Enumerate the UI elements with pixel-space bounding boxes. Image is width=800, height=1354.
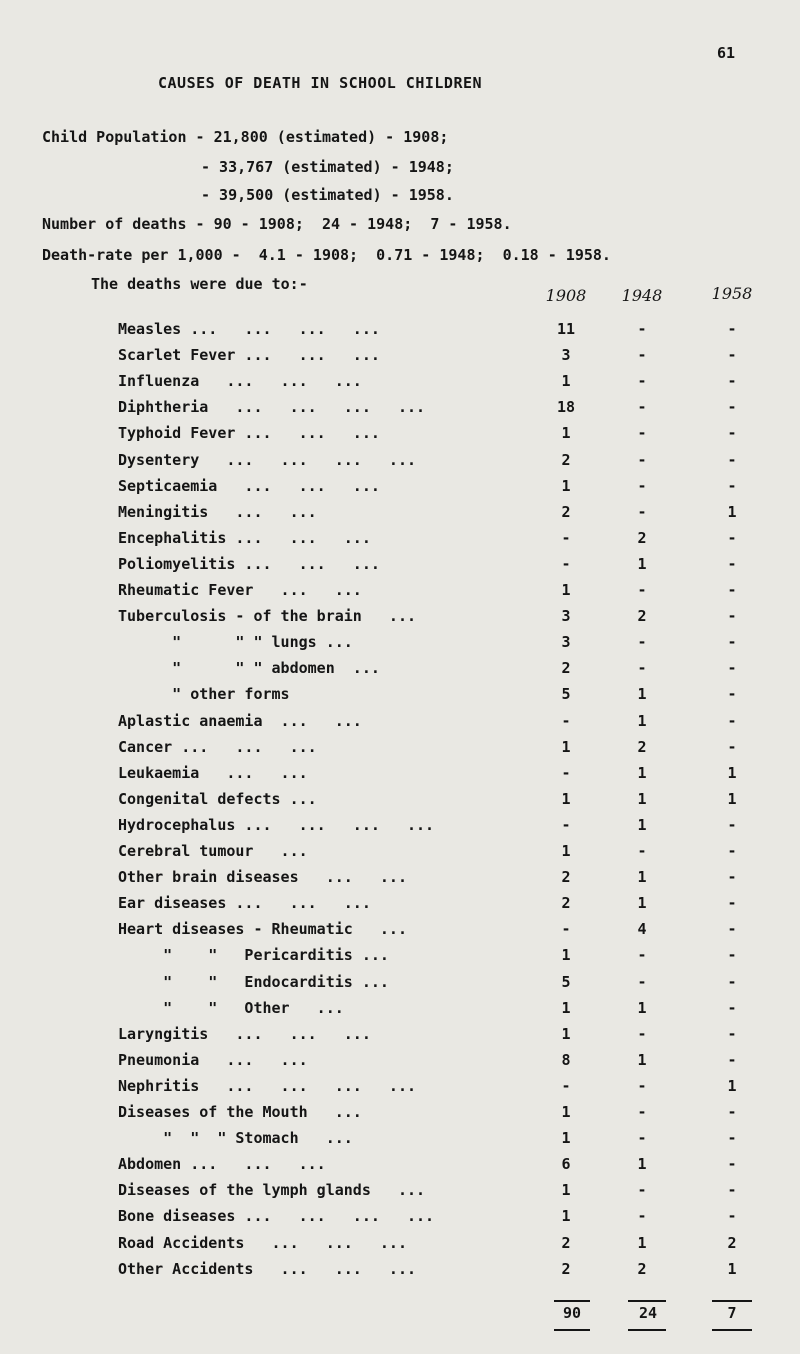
cause-label: Abdomen ... ... ... [118,1155,326,1173]
cause-label: " other forms [118,685,290,703]
value-1958: - [727,555,737,573]
value-1908: 2 [561,659,571,677]
value-1908: 2 [561,451,571,469]
table-row [0,1025,800,1051]
value-1908: 3 [561,633,571,651]
value-1948: - [637,581,647,599]
value-1908: 8 [561,1051,571,1069]
value-1908: 5 [561,973,571,991]
cause-label: Leukaemia ... ... [118,764,308,782]
total-rule-1948 [628,1300,666,1302]
value-1958: - [727,685,737,703]
table-row [0,659,800,685]
table-row [0,477,800,503]
value-1908: 1 [561,1207,571,1225]
value-1908: 1 [561,738,571,756]
value-1958: - [727,1207,737,1225]
value-1958: 2 [727,1234,737,1252]
table-row [0,346,800,372]
value-1908: 5 [561,685,571,703]
table-row [0,1234,800,1260]
table-row [0,816,800,842]
value-1948: 1 [637,1234,647,1252]
cause-label: Cancer ... ... ... [118,738,317,756]
value-1958: - [727,842,737,860]
total-1948: 24 [638,1304,658,1322]
value-1958: - [727,633,737,651]
value-1908: 1 [561,946,571,964]
table-row [0,1051,800,1077]
cause-label: Measles ... ... ... ... [118,320,380,338]
value-1948: 2 [637,607,647,625]
table-row [0,581,800,607]
number-of-deaths: Number of deaths - 90 - 1908; 24 - 1948; 7 - 1958. [42,215,512,233]
total-1958: 7 [727,1304,737,1322]
value-1948: - [637,1181,647,1199]
cause-label: Ear diseases ... ... ... [118,894,371,912]
cause-label: " " Endocarditis ... [118,973,389,991]
value-1958: 1 [727,764,737,782]
value-1958: - [727,1155,737,1173]
value-1948: 1 [637,764,647,782]
value-1908: 1 [561,1025,571,1043]
value-1958: - [727,868,737,886]
value-1948: 1 [637,555,647,573]
table-row [0,451,800,477]
value-1958: - [727,346,737,364]
value-1908: 11 [556,320,576,338]
table-row [0,398,800,424]
total-underline-1948 [628,1329,666,1331]
year-header-1958: 1958 [711,284,753,303]
value-1958: - [727,659,737,677]
total-1908: 90 [562,1304,582,1322]
value-1948: - [637,1025,647,1043]
value-1908: 1 [561,790,571,808]
value-1958: 1 [727,790,737,808]
value-1948: - [637,451,647,469]
cause-label: Diseases of the Mouth ... [118,1103,362,1121]
table-row [0,764,800,790]
cause-label: Bone diseases ... ... ... ... [118,1207,435,1225]
value-1948: 1 [637,999,647,1017]
value-1958: - [727,372,737,390]
value-1958: - [727,424,737,442]
value-1958: - [727,999,737,1017]
value-1958: - [727,920,737,938]
cause-label: Rheumatic Fever ... ... [118,581,362,599]
value-1958: - [727,712,737,730]
value-1908: 1 [561,372,571,390]
value-1908: 1 [561,1129,571,1147]
cause-label: " " Other ... [118,999,344,1017]
value-1908: 1 [561,1103,571,1121]
value-1948: 1 [637,1051,647,1069]
intro-text: The deaths were due to:- [91,275,308,293]
value-1958: - [727,1051,737,1069]
value-1948: 4 [637,920,647,938]
table-row [0,685,800,711]
value-1948: 1 [637,894,647,912]
table-row [0,320,800,346]
table-row [0,738,800,764]
table-row [0,946,800,972]
table-row [0,555,800,581]
cause-label: Diseases of the lymph glands ... [118,1181,426,1199]
value-1958: - [727,894,737,912]
table-row [0,607,800,633]
cause-label: Meningitis ... ... [118,503,317,521]
value-1908: 2 [561,1260,571,1278]
value-1908: 1 [561,424,571,442]
value-1958: - [727,1129,737,1147]
value-1948: 1 [637,790,647,808]
value-1948: 1 [637,1155,647,1173]
cause-label: Septicaemia ... ... ... [118,477,380,495]
table-row [0,1260,800,1286]
cause-label: Encephalitis ... ... ... [118,529,371,547]
cause-label: Other brain diseases ... ... [118,868,407,886]
table-row [0,1103,800,1129]
value-1908: 3 [561,607,571,625]
cause-label: Dysentery ... ... ... ... [118,451,417,469]
value-1948: - [637,633,647,651]
cause-label: Typhoid Fever ... ... ... [118,424,380,442]
value-1958: - [727,320,737,338]
year-header-1948: 1948 [621,286,663,305]
cause-label: " " Pericarditis ... [118,946,389,964]
cause-label: Aplastic anaemia ... ... [118,712,362,730]
value-1948: - [637,346,647,364]
total-underline-1958 [712,1329,752,1331]
value-1958: - [727,398,737,416]
value-1908: 1 [561,581,571,599]
value-1948: 1 [637,816,647,834]
total-underline-1908 [554,1329,590,1331]
value-1958: 1 [727,1260,737,1278]
total-rule-1908 [554,1300,590,1302]
value-1958: - [727,477,737,495]
value-1948: - [637,1207,647,1225]
value-1948: 2 [637,1260,647,1278]
value-1948: - [637,320,647,338]
value-1908: 2 [561,894,571,912]
cause-label: Cerebral tumour ... [118,842,308,860]
value-1948: 2 [637,738,647,756]
value-1948: - [637,424,647,442]
cause-label: Laryngitis ... ... ... [118,1025,371,1043]
year-header-1908: 1908 [545,286,587,305]
value-1958: - [727,581,737,599]
page-title: CAUSES OF DEATH IN SCHOOL CHILDREN [158,74,483,92]
cause-label: Nephritis ... ... ... ... [118,1077,417,1095]
cause-label: Congenital defects ... [118,790,317,808]
cause-label: " " " Stomach ... [118,1129,353,1147]
value-1908: - [561,920,571,938]
table-row [0,712,800,738]
value-1908: - [561,529,571,547]
table-row [0,842,800,868]
cause-label: Pneumonia ... ... [118,1051,308,1069]
table-row [0,999,800,1025]
value-1948: - [637,659,647,677]
value-1958: - [727,451,737,469]
table-row [0,920,800,946]
table-row [0,894,800,920]
value-1908: - [561,1077,571,1095]
cause-label: Influenza ... ... ... [118,372,362,390]
table-row [0,1077,800,1103]
value-1958: - [727,738,737,756]
table-row [0,529,800,555]
table-row [0,424,800,450]
table-row [0,1155,800,1181]
value-1948: - [637,398,647,416]
cause-label: " " " abdomen ... [118,659,380,677]
population-line-3: - 39,500 (estimated) - 1958. [201,186,454,204]
value-1908: - [561,555,571,573]
death-rate: Death-rate per 1,000 - 4.1 - 1908; 0.71 - 1948; 0.18 - 1958. [42,246,611,264]
value-1948: 1 [637,712,647,730]
table-row [0,503,800,529]
value-1948: - [637,1077,647,1095]
value-1908: 2 [561,868,571,886]
value-1958: 1 [727,1077,737,1095]
cause-label: Other Accidents ... ... ... [118,1260,417,1278]
value-1958: - [727,946,737,964]
value-1948: - [637,946,647,964]
value-1958: 1 [727,503,737,521]
value-1908: 2 [561,1234,571,1252]
value-1948: - [637,372,647,390]
table-row [0,1129,800,1155]
value-1958: - [727,1181,737,1199]
table-row [0,790,800,816]
value-1908: 6 [561,1155,571,1173]
value-1958: - [727,529,737,547]
table-row [0,372,800,398]
table-row [0,633,800,659]
value-1908: 2 [561,503,571,521]
cause-label: Scarlet Fever ... ... ... [118,346,380,364]
value-1948: 1 [637,685,647,703]
cause-label: Heart diseases - Rheumatic ... [118,920,407,938]
value-1908: 1 [561,999,571,1017]
value-1948: 1 [637,868,647,886]
value-1908: 1 [561,477,571,495]
table-row [0,1207,800,1233]
value-1948: - [637,1129,647,1147]
table-row [0,868,800,894]
value-1958: - [727,607,737,625]
table-row [0,973,800,999]
cause-label: Hydrocephalus ... ... ... ... [118,816,435,834]
cause-label: Diphtheria ... ... ... ... [118,398,426,416]
value-1908: 3 [561,346,571,364]
value-1958: - [727,973,737,991]
value-1948: - [637,1103,647,1121]
value-1948: - [637,973,647,991]
table-row [0,1181,800,1207]
value-1948: - [637,477,647,495]
value-1958: - [727,1103,737,1121]
value-1908: 1 [561,842,571,860]
value-1908: - [561,816,571,834]
value-1948: - [637,503,647,521]
population-line-1: Child Population - 21,800 (estimated) - 1908; [42,128,449,146]
cause-label: Road Accidents ... ... ... [118,1234,407,1252]
cause-label: " " " lungs ... [118,633,353,651]
totals-row [0,1296,800,1336]
value-1908: - [561,712,571,730]
value-1948: - [637,842,647,860]
value-1948: 2 [637,529,647,547]
population-line-2: - 33,767 (estimated) - 1948; [201,158,454,176]
value-1908: 1 [561,1181,571,1199]
value-1908: 18 [556,398,576,416]
value-1908: - [561,764,571,782]
value-1958: - [727,816,737,834]
cause-label: Tuberculosis - of the brain ... [118,607,417,625]
total-rule-1958 [712,1300,752,1302]
value-1958: - [727,1025,737,1043]
cause-label: Poliomyelitis ... ... ... [118,555,380,573]
page-number: 61 [717,44,736,62]
